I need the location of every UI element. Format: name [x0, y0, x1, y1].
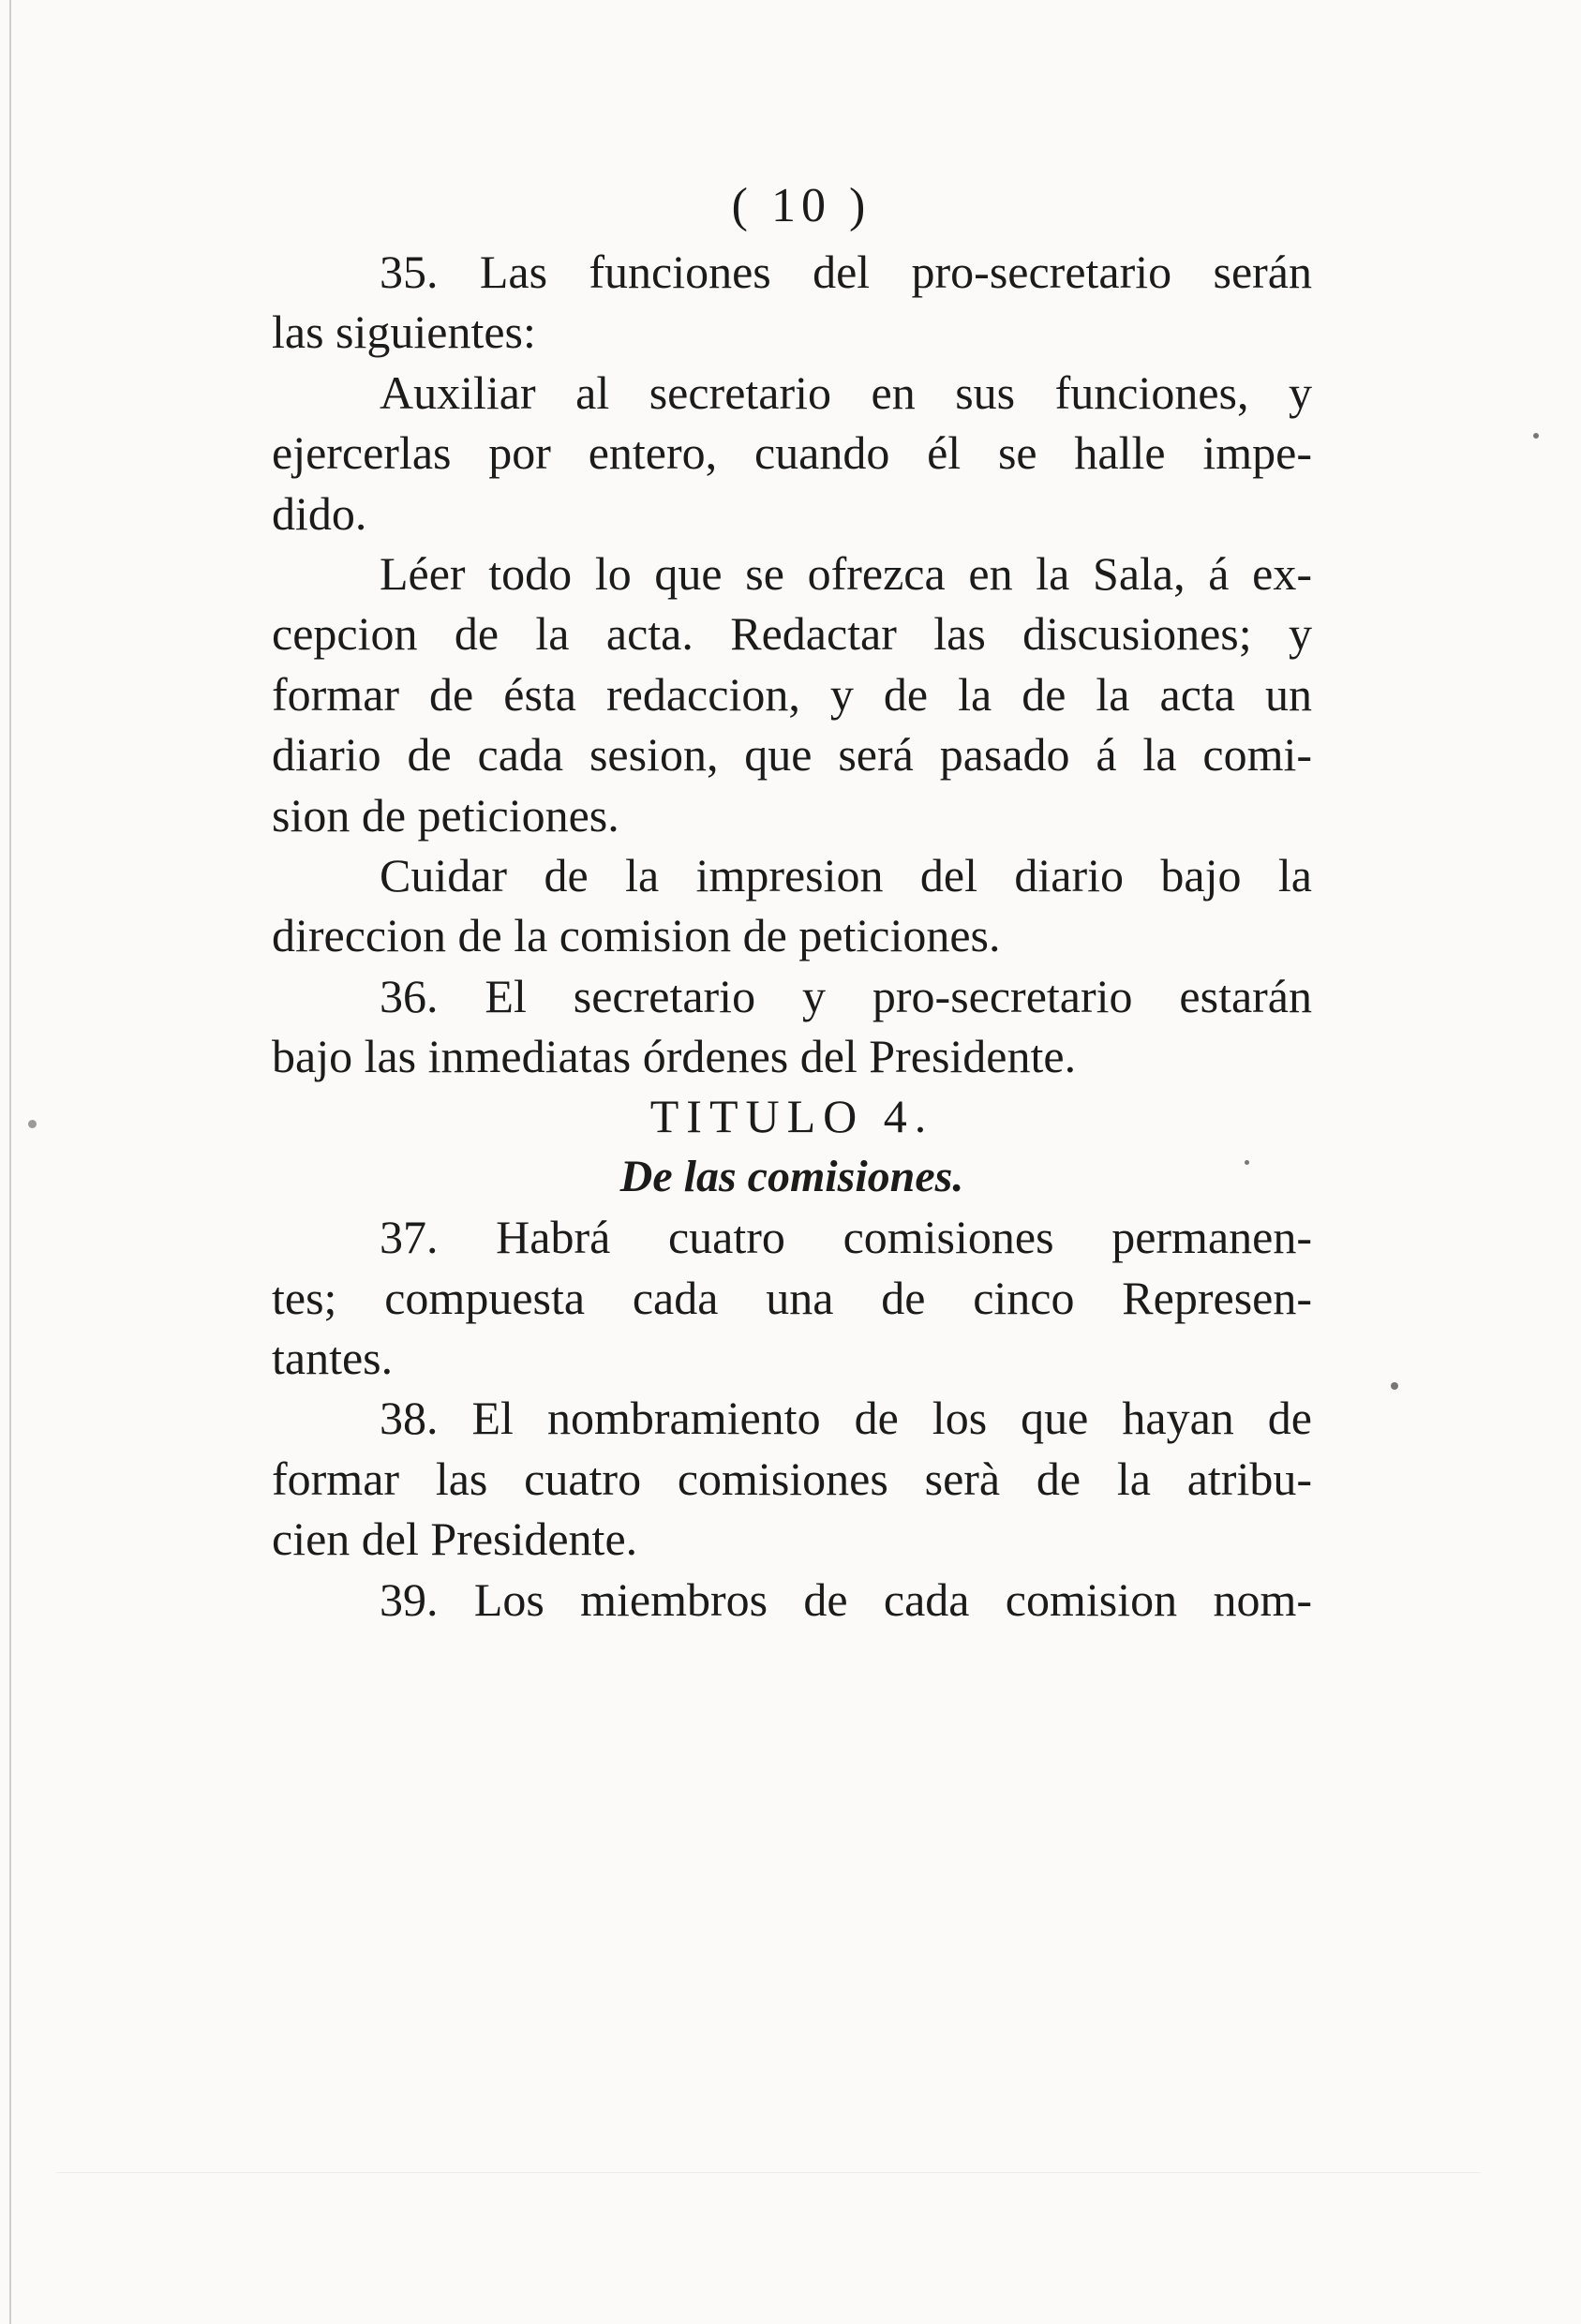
- page-edge-line: [9, 0, 11, 2324]
- article-37-line-2: tes; compuesta cada una de cinco Represen-: [272, 1271, 1312, 1324]
- ink-speck: [1245, 1160, 1249, 1165]
- article-36-line-2: bajo las inmediatas órdenes del Presidente.: [272, 1030, 1077, 1083]
- paragraph-auxiliar-line-2: ejercerlas por entero, cuando él se halle impe-: [272, 426, 1312, 480]
- article-36-line-1: 36. El secretario y pro-secretario estarán: [380, 969, 1312, 1022]
- paragraph-leer-line-1: Léer todo lo que se ofrezca en la Sala, á ex-: [380, 546, 1312, 600]
- article-38-line-2: formar las cuatro comisiones serà de la atribu-: [272, 1452, 1312, 1505]
- article-35-line-2: las siguientes:: [272, 305, 536, 359]
- paragraph-leer-line-4: diario de cada sesion, que será pasado á la comi-: [272, 728, 1312, 782]
- body-text: [272, 242, 1312, 1630]
- article-37-line-1: 37. Habrá cuatro comisiones permanen-: [380, 1211, 1312, 1264]
- article-37-line-3: tantes.: [272, 1332, 394, 1385]
- paragraph-auxiliar-line-1: Auxiliar al secretario en sus funciones, y: [380, 365, 1312, 419]
- title-heading: TITULO 4.: [649, 1090, 934, 1143]
- paragraph-cuidar-line-1: Cuidar de la impresion del diario bajo la: [380, 848, 1312, 901]
- ink-speck: [1391, 1382, 1398, 1390]
- article-39-line-1: 39. Los miembros de cada comision nom-: [380, 1572, 1312, 1626]
- page-number: ( 10 ): [731, 179, 872, 232]
- ink-speck: [28, 1120, 37, 1128]
- ink-speck: [1533, 433, 1539, 439]
- section-subheading: De las comisiones.: [619, 1151, 964, 1201]
- article-38-line-3: cien del Presidente.: [272, 1512, 638, 1566]
- paragraph-auxiliar-line-3: dido.: [272, 486, 367, 540]
- paragraph-leer-line-2: cepcion de la acta. Redactar las discusiones; y: [272, 607, 1312, 661]
- page-bottom-rule: [56, 2172, 1481, 2173]
- paragraph-leer-line-5: sion de peticiones.: [272, 788, 619, 842]
- paragraph-leer-line-3: formar de ésta redaccion, y de la de la acta un: [272, 667, 1312, 721]
- article-35-line-1: 35. Las funciones del pro-secretario serán: [380, 246, 1312, 298]
- article-38-line-1: 38. El nombramiento de los que hayan de: [380, 1392, 1312, 1445]
- paragraph-cuidar-line-2: direccion de la comision de peticiones.: [272, 909, 1001, 962]
